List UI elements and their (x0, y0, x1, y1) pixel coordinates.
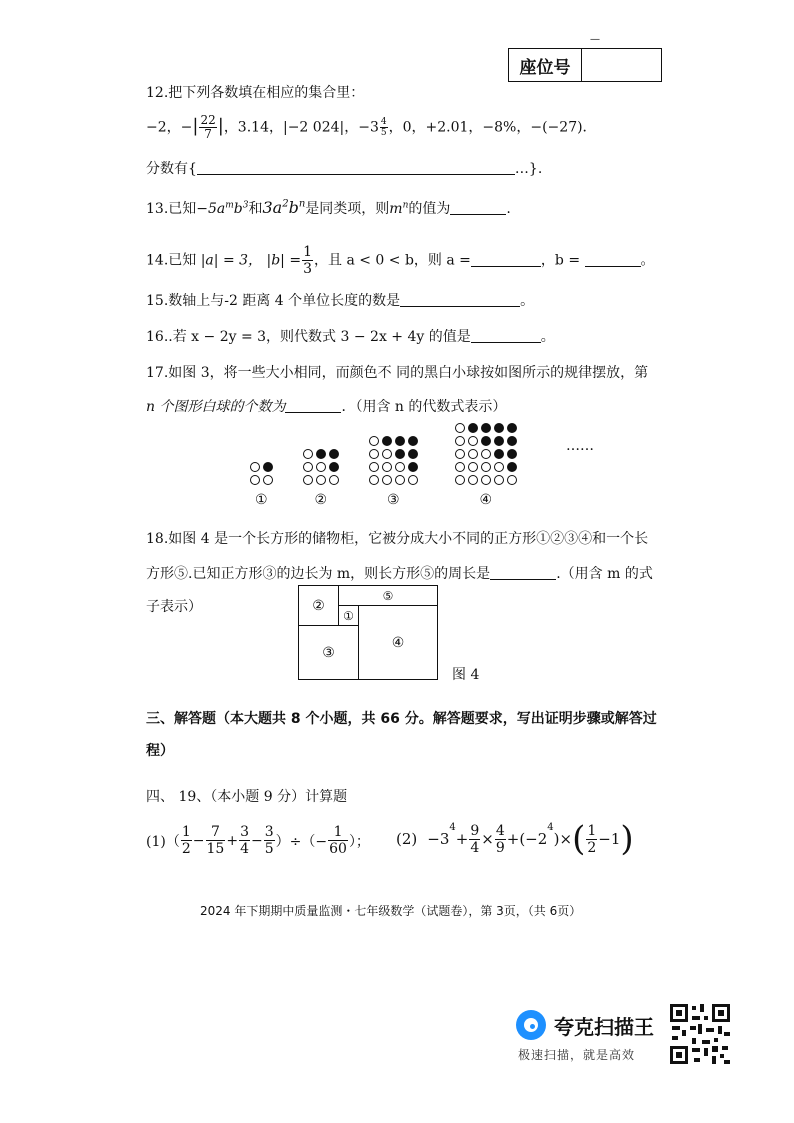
black-ball (329, 462, 339, 472)
white-ball (369, 475, 379, 485)
q15: 15.数轴上与-2 距离 4 个单位长度的数是 。 (146, 293, 535, 309)
black-ball (408, 436, 418, 446)
q19-p2-frac-3: $\frac{1}{2}$ (587, 822, 597, 856)
black-ball (395, 436, 405, 446)
q12-numbers-part1: −2，− (146, 119, 193, 136)
black-ball (395, 449, 405, 459)
white-ball (507, 475, 517, 485)
black-ball (468, 423, 478, 433)
figure-label-4: ④ (479, 492, 493, 508)
white-ball (468, 436, 478, 446)
ball-figure-2 (303, 449, 339, 488)
q14-b-blank (585, 252, 641, 267)
q12-numbers: −2，−| $\frac{22}{7}$ |，3.14，|−2 024|，−3 $\frac{4}{5}$ ，0，+2.01，−8%，−(−27)． (146, 113, 597, 141)
white-ball (382, 449, 392, 459)
ball-row (369, 449, 418, 459)
q19-frac-divisor: $\frac{1}{60}$ (329, 824, 347, 857)
ball-row (303, 449, 339, 459)
q18-answer-blank (490, 565, 556, 580)
seat-number-label: 座位号 (509, 49, 582, 81)
figure-label-3: ③ (387, 492, 400, 508)
q12-fraction-set (146, 158, 542, 178)
q14-fraction: $\frac{1}{3}$ (303, 244, 312, 277)
q12-abs-fraction: $\frac{22}{7}$ (200, 113, 216, 141)
section-3-line1: 三、解答题（本大题共 8 个小题，共 66 分。解答题要求，写出证明步骤或解答过 (146, 711, 657, 727)
q15-answer-blank (400, 292, 520, 307)
seat-number-box (508, 48, 662, 82)
white-ball (303, 475, 313, 485)
white-ball (369, 436, 379, 446)
q18-line1: 18.如图 4 是一个长方形的储物柜，它被分成大小不同的正方形①②③④和一个长 (146, 531, 649, 547)
section-3-line2: 程） (146, 743, 174, 759)
white-ball (316, 475, 326, 485)
figure-label-2: ② (314, 492, 328, 508)
qr-code-icon (668, 1002, 732, 1066)
black-ball (263, 462, 273, 472)
white-ball (369, 462, 379, 472)
white-ball (395, 475, 405, 485)
q19-p2-frac-1: $\frac{9}{4}$ (470, 822, 480, 856)
q17-line1: 17.如图 3，将一些大小相同，而颜色不 同的黑白小球按如图所示的规律摆放，第 (146, 365, 649, 381)
rectangle-5: ⑤ (339, 586, 437, 606)
white-ball (455, 436, 465, 446)
ball-row (455, 462, 517, 472)
q19-frac-3: $\frac{3}{4}$ (240, 824, 249, 857)
white-ball (303, 462, 313, 472)
white-ball (468, 462, 478, 472)
ball-row (250, 475, 273, 485)
white-ball (481, 449, 491, 459)
black-ball (481, 423, 491, 433)
ball-row (303, 462, 339, 472)
white-ball (382, 462, 392, 472)
black-ball (408, 462, 418, 472)
ball-row (250, 462, 273, 472)
ball-figure-1 (250, 462, 273, 488)
q13: 13.已知$-5a^mb^3$和$3a^2b^n$是同类项，则$m^n$的值为 . (146, 198, 511, 217)
black-ball (382, 436, 392, 446)
q17-answer-blank (285, 398, 341, 413)
q16-answer-blank (471, 328, 541, 343)
ball-row (303, 475, 339, 485)
q12-mixed-fraction: $\frac{4}{5}$ (380, 117, 387, 138)
q12-title: 12.把下列各数填在相应的集合里： (146, 85, 365, 101)
figure-4-cabinet (298, 585, 438, 680)
white-ball (494, 475, 504, 485)
seat-number-blank (582, 49, 661, 81)
white-ball (455, 475, 465, 485)
page-footer: 2024 年下期期中质量监测・七年级数学（试题卷），第 3页，（共 6页） (200, 904, 582, 918)
q12-numbers-part3: ，0，+2.01，−8%，−(−27)． (388, 119, 597, 136)
black-ball (507, 449, 517, 459)
white-ball (369, 449, 379, 459)
q19-part2: (2) −3 $^4$ + $\frac{9}{4}$ × $\frac{4}{9}$ +(−2 $^4$ )× ( $\frac{1}{2}$ −1 ) (396, 819, 634, 859)
white-ball (263, 475, 273, 485)
figure-label-1: ① (255, 492, 268, 508)
white-ball (329, 475, 339, 485)
black-ball (494, 436, 504, 446)
white-ball (316, 462, 326, 472)
square-4: ④ (391, 634, 405, 651)
figure-4-caption: 图 4 (452, 667, 480, 683)
q18-line2: 方形⑤.已知正方形③的边长为 m，则长方形⑤的周长是 .（用含 m 的式 (146, 566, 653, 582)
fraction-set-label: 分数有{ (146, 161, 197, 177)
black-ball (507, 423, 517, 433)
q18-line3: 子表示） (146, 599, 202, 615)
seat-dash: — (590, 34, 600, 45)
ellipsis: …… (566, 438, 594, 454)
ball-row (369, 475, 418, 485)
white-ball (382, 475, 392, 485)
watermark-slogan: 极速扫描，就是高效 (518, 1048, 636, 1062)
white-ball (468, 449, 478, 459)
q19-frac-4: $\frac{3}{5}$ (264, 824, 274, 857)
ball-row (455, 449, 517, 459)
black-ball (316, 449, 326, 459)
ball-row (369, 436, 418, 446)
q19-p2-frac-2: $\frac{4}{9}$ (495, 822, 505, 856)
ball-row (455, 423, 517, 433)
fraction-set-blank (197, 160, 515, 175)
square-1: ① (339, 606, 359, 626)
q14: 14.已知 |a| = 3， |b| = $\frac{1}{3}$ ，且 a < 0 < b，则 a = ，b = 。 (146, 244, 655, 277)
q19-frac-1: $\frac{1}{2}$ (181, 824, 191, 857)
ball-row (369, 462, 418, 472)
black-ball (408, 449, 418, 459)
ball-figure-4 (455, 423, 517, 488)
white-ball (481, 475, 491, 485)
ball-row (455, 436, 517, 446)
white-ball (250, 462, 260, 472)
white-ball (481, 462, 491, 472)
white-ball (395, 462, 405, 472)
white-ball (250, 475, 260, 485)
q16: 16..若 x − 2y = 3，则代数式 3 − 2x + 4y 的值是 。 (146, 329, 555, 345)
ball-row (455, 475, 517, 485)
white-ball (468, 475, 478, 485)
ball-figure-3 (369, 436, 418, 488)
black-ball (329, 449, 339, 459)
q19-part1: (1)（ $\frac{1}{2}$ − $\frac{7}{15}$ + $\frac{3}{4}$ − $\frac{3}{5}$ ）÷（− $\frac{1}{60}$ ）； (146, 824, 370, 857)
q17-line2: n 个图形白球的个数为 ．（用含 n 的代数式表示） (146, 399, 507, 415)
q19-frac-2: $\frac{7}{15}$ (206, 824, 225, 857)
black-ball (481, 436, 491, 446)
q14-a-blank (471, 252, 541, 267)
square-3: ③ (299, 626, 359, 679)
white-ball (303, 449, 313, 459)
white-ball (455, 449, 465, 459)
fraction-set-end: …}. (514, 161, 543, 177)
scanner-watermark (516, 1010, 654, 1040)
q19-header: 四、 19、（本小题 9 分）计算题 (146, 789, 348, 805)
black-ball (507, 436, 517, 446)
white-ball (455, 462, 465, 472)
black-ball (494, 449, 504, 459)
white-ball (494, 462, 504, 472)
scanner-logo-icon (516, 1010, 546, 1040)
white-ball (455, 423, 465, 433)
q12-numbers-part2: ，3.14，|−2 024|，−3 (223, 119, 379, 136)
watermark-brand: 夸克扫描王 (554, 1014, 654, 1039)
black-ball (507, 462, 517, 472)
q13-answer-blank (450, 200, 506, 215)
black-ball (494, 423, 504, 433)
white-ball (408, 475, 418, 485)
square-2: ② (299, 586, 339, 626)
